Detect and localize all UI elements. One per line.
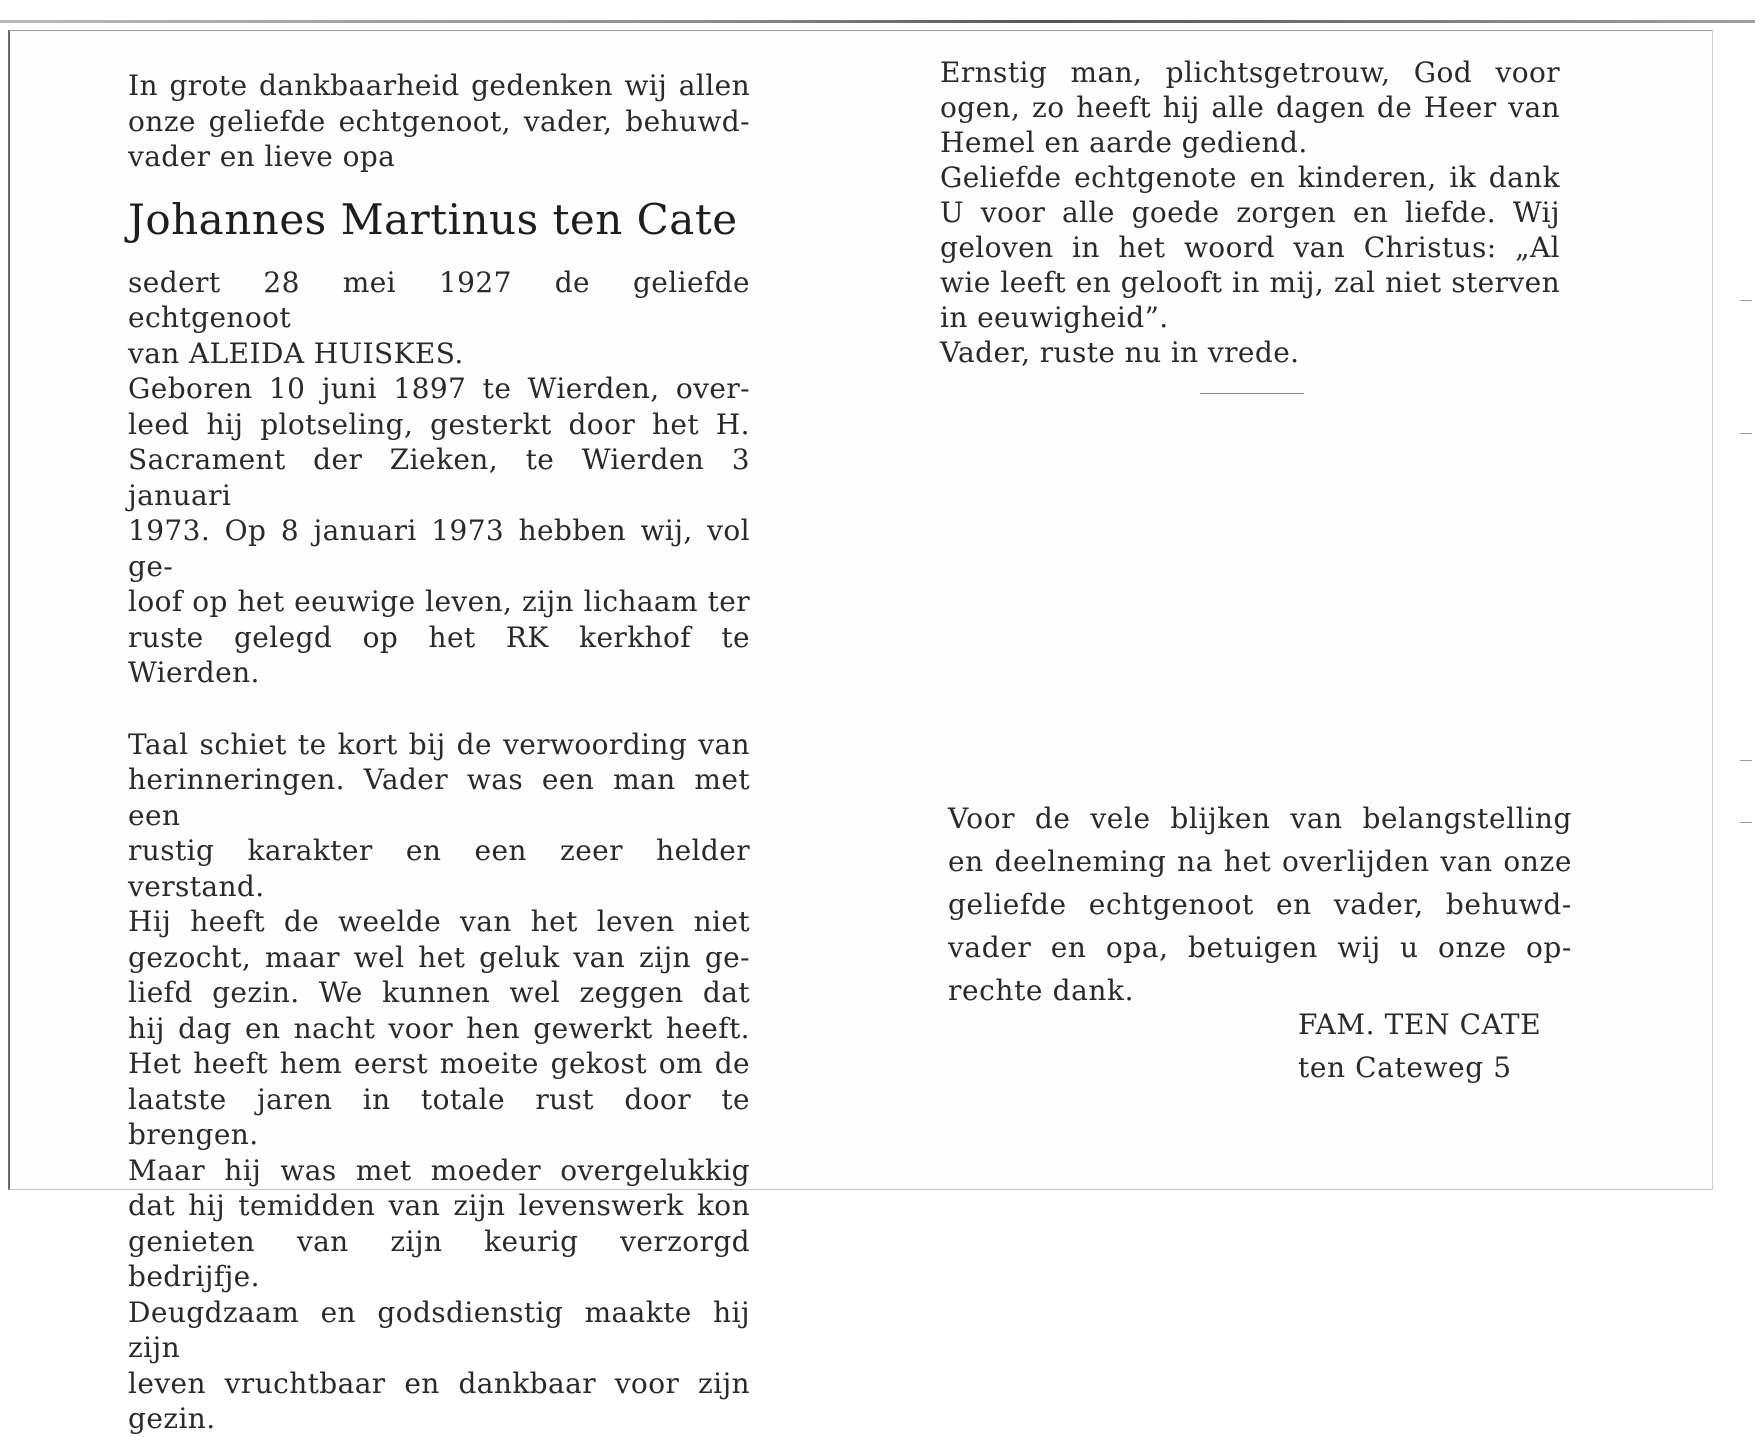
farewell-line: Geliefde echtgenote en kinderen, ik dank bbox=[940, 161, 1560, 194]
farewell-line: geloven in het woord van Christus: „Al bbox=[940, 231, 1560, 264]
tribute-line: Taal schiet te kort bij de verwoording van bbox=[128, 727, 750, 761]
intro-line: vader en lieve opa bbox=[128, 140, 396, 173]
bio-line: leed hij plotseling, gesterkt door het H. bbox=[128, 407, 750, 441]
intro-line: onze geliefde echtgenoot, vader, behuwd- bbox=[128, 104, 750, 138]
bio-line: ruste gelegd op het RK kerkhof te Wierden. bbox=[128, 620, 750, 689]
paragraph-gap bbox=[128, 691, 750, 727]
family-address: ten Cateweg 5 bbox=[1298, 1051, 1512, 1084]
tribute-line: leven vruchtbaar en dankbaar voor zijn bbox=[128, 1366, 750, 1400]
tribute-line: liefd gezin. We kunnen wel zeggen dat bbox=[128, 976, 750, 1009]
right-column bbox=[940, 55, 1560, 370]
scan-tick-mark bbox=[1740, 300, 1752, 301]
thanks-line: vader en opa, betuigen wij u onze op- bbox=[948, 931, 1572, 964]
bio-line: Sacrament der Zieken, te Wierden 3 januari bbox=[128, 443, 750, 512]
scan-tick-mark bbox=[1740, 760, 1752, 761]
tribute-line: hij dag en nacht voor hen gewerkt heeft. bbox=[128, 1011, 750, 1045]
separator-rule bbox=[1200, 393, 1304, 394]
bio-line: Geboren 10 juni 1897 te Wierden, over- bbox=[128, 372, 750, 405]
scan-tick-mark bbox=[1740, 433, 1752, 434]
tribute-line: gezocht, maar wel het geluk van zijn ge- bbox=[128, 940, 750, 974]
tribute-line: dat hij temidden van zijn levenswerk kon bbox=[128, 1189, 750, 1222]
tribute-line: herinneringen. Vader was een man met een bbox=[128, 763, 750, 832]
thanks-line: en deelneming na het overlijden van onze bbox=[948, 845, 1572, 878]
faith-line: Ernstig man, plichtsgetrouw, God voor bbox=[940, 56, 1560, 89]
thanks-line: geliefde echtgenoot en vader, behuwd- bbox=[948, 888, 1572, 921]
scan-tick-mark bbox=[1740, 822, 1752, 823]
tribute-line: rustig karakter en een zeer helder verstand. bbox=[128, 834, 750, 903]
farewell-line: U voor alle goede zorgen en liefde. Wij bbox=[940, 196, 1560, 229]
tribute-line: laatste jaren in totale rust door te brengen. bbox=[128, 1082, 750, 1151]
bio-line: loof op het eeuwige leven, zijn lichaam ter bbox=[128, 585, 750, 618]
farewell-line: wie leeft en gelooft in mij, zal niet sterven bbox=[940, 266, 1560, 299]
bio-line: van ALEIDA HUISKES. bbox=[128, 336, 464, 370]
tribute-line: Het heeft hem eerst moeite gekost om de bbox=[128, 1047, 750, 1080]
thanks-line: rechte dank. bbox=[948, 974, 1135, 1007]
bio-line: sedert 28 mei 1927 de geliefde echtgenoot bbox=[128, 265, 750, 334]
scan-edge-line bbox=[0, 20, 1755, 23]
bio-line: 1973. Op 8 januari 1973 hebben wij, vol ge- bbox=[128, 514, 750, 583]
thanks-line: Voor de vele blijken van belangstelling bbox=[948, 802, 1572, 835]
tribute-line: genieten van zijn keurig verzorgd bedrijfje. bbox=[128, 1224, 750, 1293]
family-signature: FAM. TEN CATE bbox=[1298, 1008, 1542, 1041]
tribute-line: Hij heeft de weelde van het leven niet bbox=[128, 905, 750, 938]
deceased-name: Johannes Martinus ten Cate bbox=[128, 194, 738, 244]
faith-line: Hemel en aarde gediend. bbox=[940, 126, 1308, 159]
tribute-line: Deugdzaam en godsdienstig maakte hij zijn bbox=[128, 1295, 750, 1364]
farewell-line: in eeuwigheid”. bbox=[940, 301, 1169, 334]
thanks-block bbox=[948, 797, 1572, 1012]
signature-block bbox=[1298, 1003, 1541, 1089]
tribute-line: gezin. bbox=[128, 1402, 216, 1435]
tribute-line: Maar hij was met moeder overgelukkig bbox=[128, 1153, 750, 1187]
faith-line: ogen, zo heeft hij alle dagen de Heer van bbox=[940, 91, 1560, 124]
intro-line: In grote dankbaarheid gedenken wij allen bbox=[128, 69, 750, 102]
farewell-line: Vader, ruste nu in vrede. bbox=[940, 336, 1300, 369]
left-column bbox=[128, 68, 750, 1437]
